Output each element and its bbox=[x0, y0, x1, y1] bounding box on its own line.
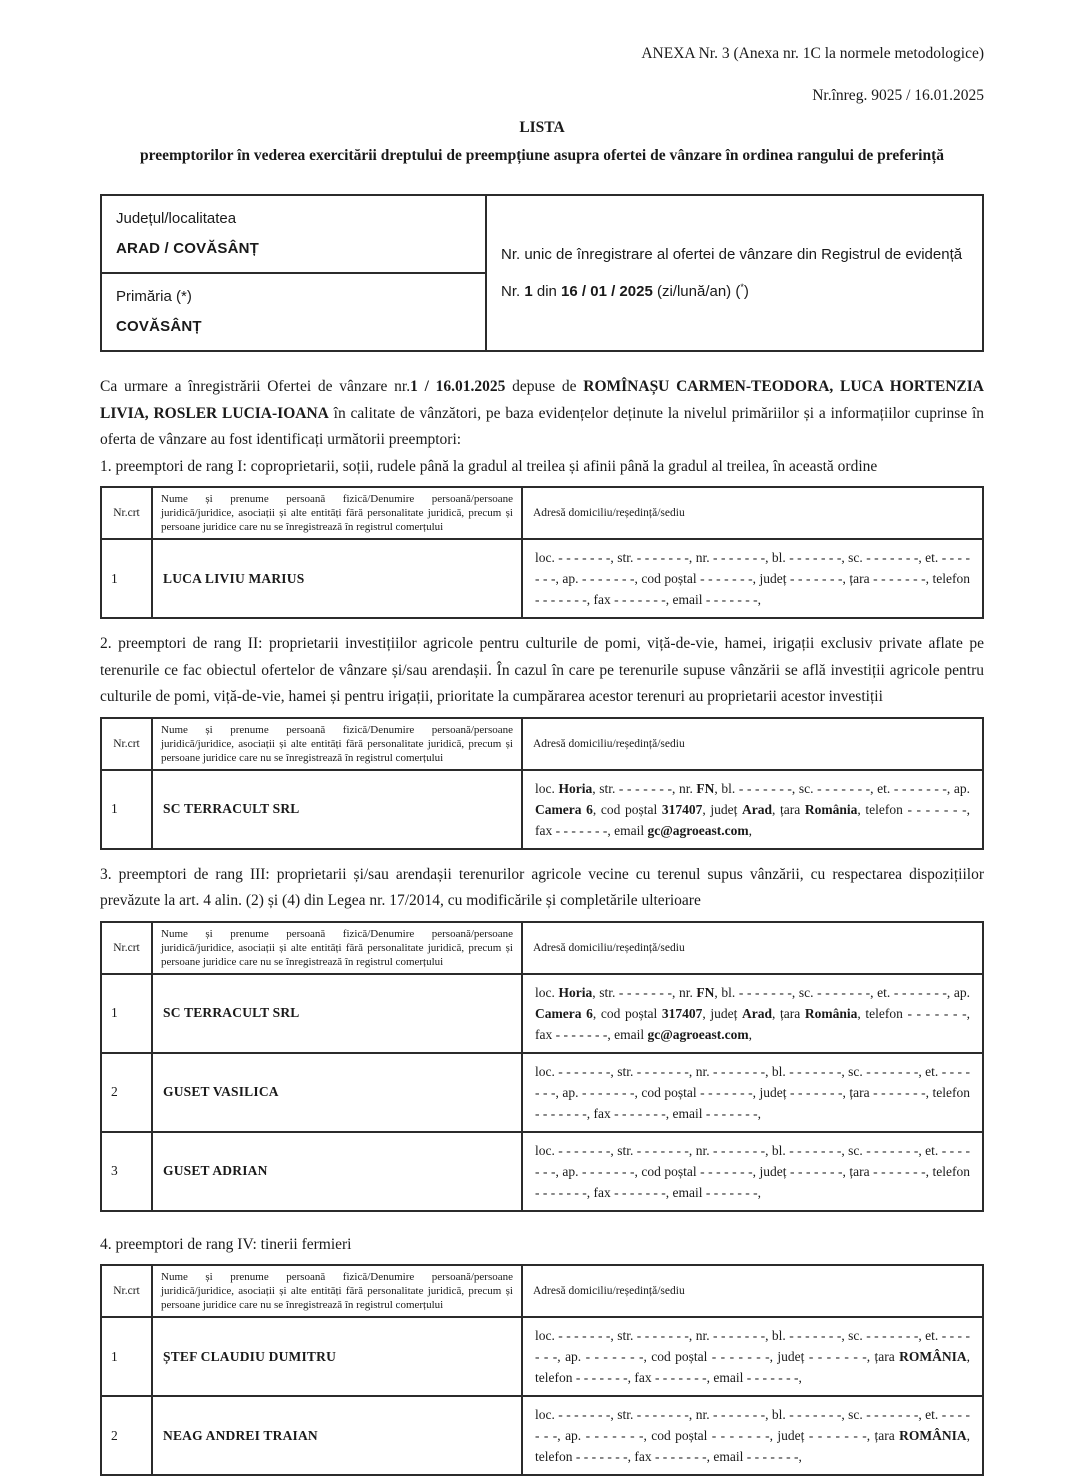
intro-paragraph: Ca urmare a înregistrării Ofertei de vânzare nr.1 / 16.01.2025 depuse de ROMÎNAȘU CARMEN-TEODORA, LUCA HORTENZIA LIVIA, ROSLER LUCIA-IOANA în calitate de vânzători, pe baza evidențelor deținute la nivelul primăriilor și a informațiilor cuprinse în oferta de vânzare au fost identificați următorii preemptori: bbox=[100, 378, 984, 448]
column-header-name: Nume și prenume persoană fizică/Denumire persoană/persoane juridică/juridice, asociații și alte entități fără personalitate juridică, precum și persoane juridice care nu se înregistrează în registrul comerțului bbox=[152, 1265, 522, 1317]
preemptor-name-cell: GUSET VASILICA bbox=[152, 1053, 522, 1132]
registration-number-line: Nr.înreg. 9025 / 16.01.2025 bbox=[812, 87, 984, 104]
table-row bbox=[101, 1396, 983, 1475]
preemptor-name-cell: NEAG ANDREI TRAIAN bbox=[152, 1396, 522, 1475]
preemptor-table-rank-1 bbox=[100, 486, 984, 619]
address-cell: loc. - - - - - - -, str. - - - - - - -, nr. - - - - - - -, bl. - - - - - - -, sc. - - - - - - -, et. - - - - - - -, ap. - - - - - - -, cod poștal - - - - - - -, județ - - - - - - -, țara - - - - - - -, telefon - - - - - - -, fax - - - - - - -, email - - - - - - -, bbox=[522, 1132, 983, 1211]
column-header-address: Adresă domiciliu/reședință/sediu bbox=[522, 922, 983, 974]
table-header-row bbox=[101, 718, 983, 770]
table-header-row bbox=[101, 922, 983, 974]
column-header-name: Nume și prenume persoană fizică/Denumire persoană/persoane juridică/juridice, asociații și alte entități fără personalitate juridică, precum și persoane juridice care nu se înregistrează în registrul comerțului bbox=[152, 922, 522, 974]
table-row bbox=[101, 1053, 983, 1132]
preemptor-name-cell: SC TERRACULT SRL bbox=[152, 974, 522, 1053]
row-number-cell: 2 bbox=[101, 1053, 152, 1132]
column-header-name: Nume și prenume persoană fizică/Denumire persoană/persoane juridică/juridice, asociații și alte entități fără personalitate juridică, precum și persoane juridice care nu se înregistrează în registrul comerțului bbox=[152, 487, 522, 539]
cityhall-label: Primăria (*) bbox=[116, 288, 192, 305]
column-header-address: Adresă domiciliu/reședință/sediu bbox=[522, 1265, 983, 1317]
county-label: Județul/localitatea bbox=[116, 210, 237, 227]
column-header-nr: Nr.crt bbox=[101, 718, 152, 770]
table-header-row bbox=[101, 1265, 983, 1317]
cityhall-cell bbox=[101, 273, 486, 351]
row-number-cell: 2 bbox=[101, 1396, 152, 1475]
address-cell: loc. - - - - - - -, str. - - - - - - -, nr. - - - - - - -, bl. - - - - - - -, sc. - - - - - - -, et. - - - - - - -, ap. - - - - - - -, cod poștal - - - - - - -, județ - - - - - - -, țara ROMÂNIA, telefon - - - - - - -, fax - - - - - - -, email - - - - - - -, bbox=[522, 1396, 983, 1475]
column-header-name: Nume și prenume persoană fizică/Denumire persoană/persoane juridică/juridice, asociații și alte entități fără personalitate juridică, precum și persoane juridice care nu se înregistrează în registrul comerțului bbox=[152, 718, 522, 770]
row-number-cell: 1 bbox=[101, 1317, 152, 1396]
registry-number: Nr. 1 din 16 / 01 / 2025 (zi/lună/an) (*) bbox=[501, 281, 749, 300]
county-cell bbox=[101, 195, 486, 273]
row-number-cell: 1 bbox=[101, 974, 152, 1053]
county-value: ARAD / COVĂSÂNȚ bbox=[116, 240, 260, 257]
preemptor-name-cell: LUCA LIVIU MARIUS bbox=[152, 539, 522, 618]
document-subtitle: preemptorilor în vederea exercitării dreptului de preempțiune asupra ofertei de vânzare în ordinea rangului de preferință bbox=[139, 147, 945, 164]
column-header-address: Adresă domiciliu/reședință/sediu bbox=[522, 487, 983, 539]
registration-info-table bbox=[100, 194, 984, 352]
table-row bbox=[101, 974, 983, 1053]
address-cell: loc. - - - - - - -, str. - - - - - - -, nr. - - - - - - -, bl. - - - - - - -, sc. - - - - - - -, et. - - - - - - -, ap. - - - - - - -, cod poștal - - - - - - -, județ - - - - - - -, țara ROMÂNIA, telefon - - - - - - -, fax - - - - - - -, email - - - - - - -, bbox=[522, 1317, 983, 1396]
preemptor-table-rank-3 bbox=[100, 921, 984, 1212]
table-row bbox=[101, 1317, 983, 1396]
address-cell: loc. - - - - - - -, str. - - - - - - -, nr. - - - - - - -, bl. - - - - - - -, sc. - - - - - - -, et. - - - - - - -, ap. - - - - - - -, cod poștal - - - - - - -, județ - - - - - - -, țara - - - - - - -, telefon - - - - - - -, fax - - - - - - -, email - - - - - - -, bbox=[522, 539, 983, 618]
address-cell: loc. - - - - - - -, str. - - - - - - -, nr. - - - - - - -, bl. - - - - - - -, sc. - - - - - - -, et. - - - - - - -, ap. - - - - - - -, cod poștal - - - - - - -, județ - - - - - - -, țara - - - - - - -, telefon - - - - - - -, fax - - - - - - -, email - - - - - - -, bbox=[522, 1053, 983, 1132]
preemptor-table-rank-2 bbox=[100, 717, 984, 850]
section-3-heading: 3. preemptori de rang III: proprietarii și/sau arendașii terenurilor agricole vecine cu terenul supus vânzării, cu respectarea dispozițiilor prevăzute la art. 4 alin. (2) și (4) din Legea nr. 17/2014, cu modificările și completările ulterioare bbox=[100, 865, 984, 909]
section-1-heading: 1. preemptori de rang I: coproprietarii, soții, rudele până la gradul al treilea și afinii până la gradul al treilea, în această ordine bbox=[100, 457, 878, 475]
table-row bbox=[101, 1132, 983, 1211]
column-header-nr: Nr.crt bbox=[101, 922, 152, 974]
document-title: LISTA bbox=[519, 119, 565, 136]
table-row bbox=[101, 770, 983, 849]
preemptor-name-cell: ȘTEF CLAUDIU DUMITRU bbox=[152, 1317, 522, 1396]
section-2-heading: 2. preemptori de rang II: proprietarii investițiilor agricole pentru culturile de pomi, viță-de-vie, hamei, irigații exclusiv private aflate pe terenurile ce fac obiectul ofertelor de vânzare și/sau arendașii. În cazul în care pe terenurile supuse vânzării se află investiții agricole pentru culturile de pomi, viță-de-vie, hamei și pentru irigații, prioritate la cumpărarea acestor terenuri au proprietarii acestor investiții bbox=[100, 635, 984, 705]
preemptor-name-cell: GUSET ADRIAN bbox=[152, 1132, 522, 1211]
registry-cell bbox=[486, 195, 983, 351]
preemptor-name-cell: SC TERRACULT SRL bbox=[152, 770, 522, 849]
row-number-cell: 3 bbox=[101, 1132, 152, 1211]
row-number-cell: 1 bbox=[101, 539, 152, 618]
preemptor-table-rank-4 bbox=[100, 1264, 984, 1476]
registry-text: Nr. unic de înregistrare al ofertei de vânzare din Registrul de evidență bbox=[501, 245, 963, 263]
page-bottom-clipped-region bbox=[100, 1264, 984, 1464]
column-header-address: Adresă domiciliu/reședință/sediu bbox=[522, 718, 983, 770]
address-cell: loc. Horia, str. - - - - - - -, nr. FN, bl. - - - - - - -, sc. - - - - - - -, et. - - - - - - -, ap. Camera 6, cod poștal 317407, județ Arad, țara România, telefon - - - - - - -, fax - - - - - - -, email gc@agroeast.com, bbox=[522, 974, 983, 1053]
cityhall-value: COVĂSÂNȚ bbox=[116, 318, 202, 335]
address-cell: loc. Horia, str. - - - - - - -, nr. FN, bl. - - - - - - -, sc. - - - - - - -, et. - - - - - - -, ap. Camera 6, cod poștal 317407, județ Arad, țara România, telefon - - - - - - -, fax - - - - - - -, email gc@agroeast.com, bbox=[522, 770, 983, 849]
column-header-nr: Nr.crt bbox=[101, 1265, 152, 1317]
anexa-header-line: ANEXA Nr. 3 (Anexa nr. 1C la normele metodologice) bbox=[641, 45, 984, 62]
table-row bbox=[101, 539, 983, 618]
table-header-row bbox=[101, 487, 983, 539]
section-4-heading: 4. preemptori de rang IV: tinerii fermieri bbox=[100, 1235, 352, 1253]
row-number-cell: 1 bbox=[101, 770, 152, 849]
column-header-nr: Nr.crt bbox=[101, 487, 152, 539]
